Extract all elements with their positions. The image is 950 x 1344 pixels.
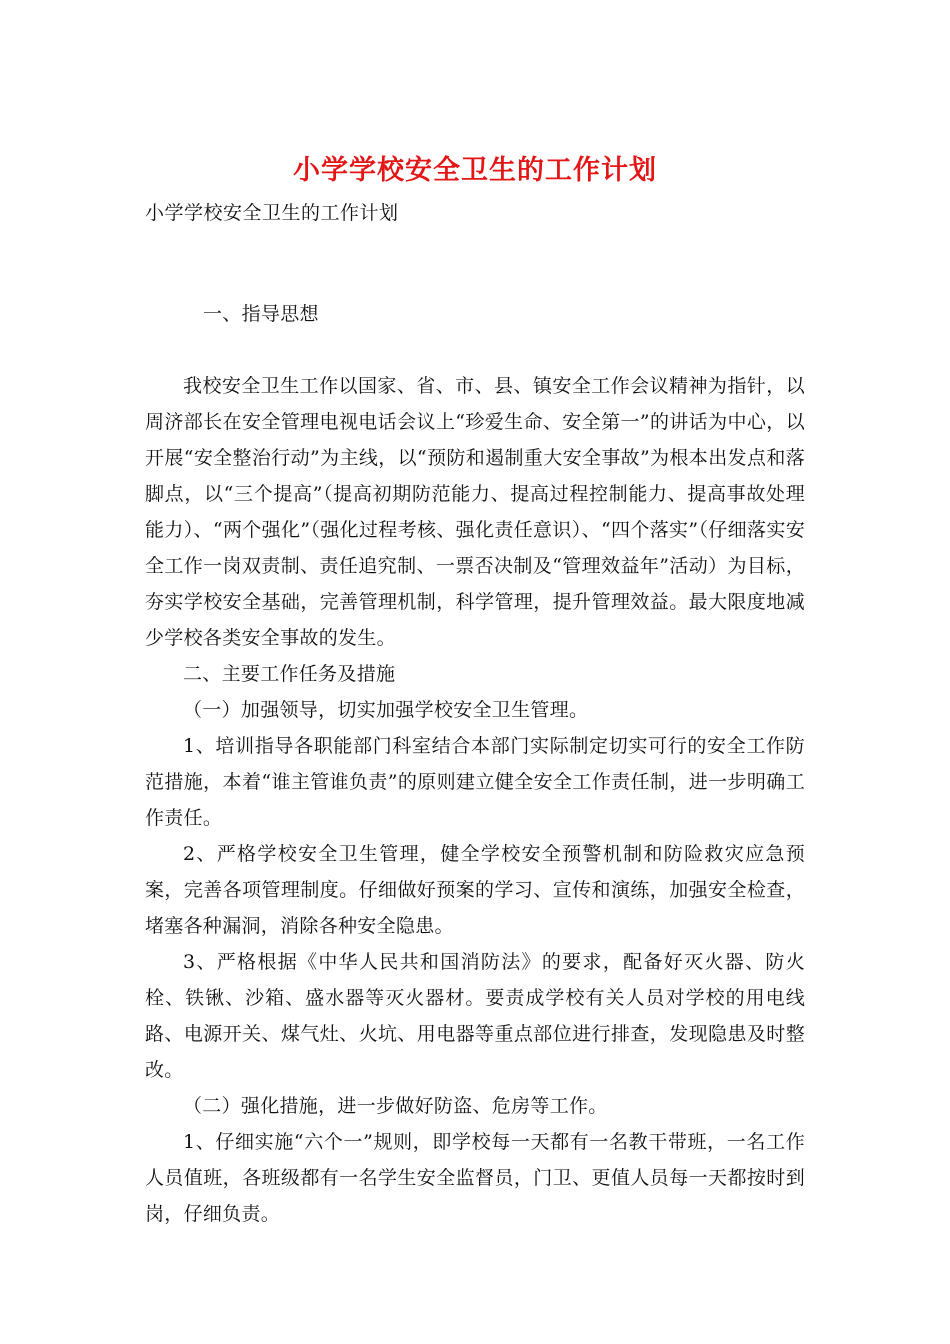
document-title: 小学学校安全卫生的工作计划 — [293, 155, 657, 186]
section-heading-main-tasks: 二、主要工作任务及措施 — [183, 663, 396, 685]
paragraph-guiding-ideology: 我校安全卫生工作以国家、省、市、县、镇安全工作会议精神为指针，以周济部长在安全管理电视电话会议上“珍爱生命、安全第一”的讲话为中心，以开展“安全整治行动”为主线，以“预防和遏制重大安全事故”为根本出发点和落脚点，以“三个提高”（提高初期防范能力、提高过程控制能力、提高事故处理能力）、“两个强化”（强化过程考核、强化责任意识）、“四个落实”（仔细落实安全工作一岗双责制、责任追究制、一票否决制及“管理效益年”活动）为目标，夯实学校安全基础，完善管理机制，科学管理，提升管理效益。最大限度地减少学校各类安全事故的发生。 — [145, 375, 805, 649]
subsection-heading-leadership: （一）加强领导，切实加强学校安全卫生管理。 — [183, 699, 589, 721]
list-item-training: 1、培训指导各职能部门科室结合本部门实际制定切实可行的安全工作防范措施，本着“谁主管谁负责”的原则建立健全安全工作责任制，进一步明确工作责任。 — [145, 735, 805, 829]
list-item-six-ones: 1、仔细实施“六个一”规则，即学校每一天都有一名教干带班，一名工作人员值班，各班级都有一名学生安全监督员，门卫、更值人员每一天都按时到岗，仔细负责。 — [145, 1131, 805, 1225]
subsection-heading-measures: （二）强化措施，进一步做好防盗、危房等工作。 — [183, 1095, 608, 1117]
document-body — [145, 296, 805, 1232]
list-item-fire-law: 3、严格根据《中华人民共和国消防法》的要求，配备好灭火器、防火栓、铁锹、沙箱、盛水器等灭火器材。要责成学校有关人员对学校的用电线路、电源开关、煤气灶、火坑、用电器等重点部位进行排查，发现隐患及时整改。 — [145, 951, 805, 1081]
section-heading-guiding-ideology: 一、指导思想 — [203, 303, 319, 325]
list-item-management: 2、严格学校安全卫生管理，健全学校安全预警机制和防险救灾应急预案，完善各项管理制度。仔细做好预案的学习、宣传和演练，加强安全检查，堵塞各种漏洞，消除各种安全隐患。 — [145, 843, 805, 937]
document-subtitle: 小学学校安全卫生的工作计划 — [145, 202, 399, 224]
